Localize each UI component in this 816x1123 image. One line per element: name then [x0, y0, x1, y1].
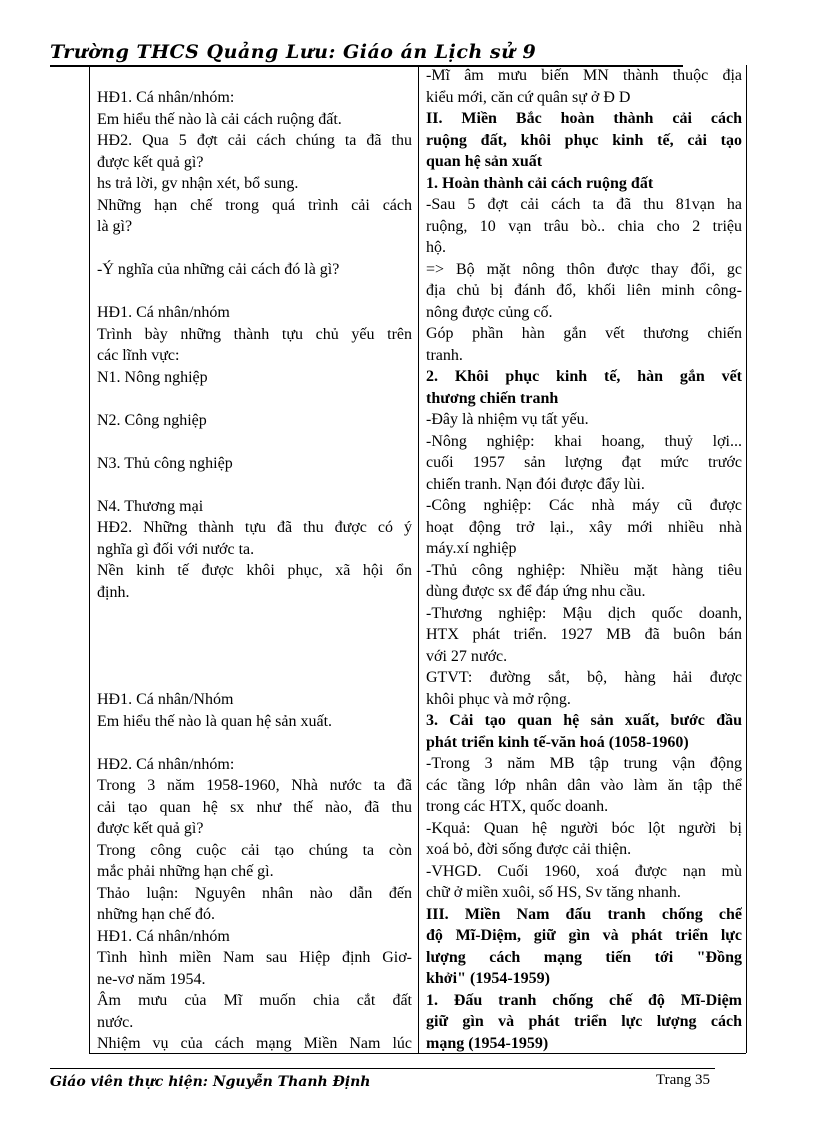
left-line-blank — [97, 238, 412, 260]
right-line: -VHGD. Cuối 1960, xoá được nạn mù — [426, 862, 742, 880]
right-line: chiến tranh. Nạn đói được đẩy lùi. — [426, 475, 645, 493]
section-heading: mạng (1954-1959) — [426, 1034, 549, 1052]
left-line: N1. Nông nghiệp — [97, 368, 208, 386]
left-line-blank — [97, 732, 412, 754]
left-line: Em hiểu thế nào là quan hệ sản xuất. — [97, 712, 333, 730]
left-line: Tình hình miền Nam sau Hiệp định Giơ- — [97, 949, 412, 966]
left-line: N4. Thương mại — [97, 497, 204, 515]
left-line: HĐ2. Cá nhân/nhóm: — [97, 755, 235, 773]
right-line: -Sau 5 đợt cải cách ta đã thu 81vạn ha — [426, 196, 742, 213]
right-line: xoá bỏ, đời sống được cải thiện. — [426, 841, 632, 858]
right-line: -Công nghiệp: Các nhà máy cũ được — [426, 497, 742, 514]
left-line-blank — [97, 474, 412, 496]
left-line: Thảo luận: Nguyên nhân nào dẫn đến — [97, 884, 412, 902]
right-line: => Bộ mặt nông thôn được thay đổi, gc — [426, 260, 742, 278]
left-line: được kết quả gì? — [97, 153, 204, 171]
left-line: N2. Công nghiệp — [97, 411, 207, 429]
section-heading: 1. Đấu tranh chống chế độ Mĩ-Diệm — [426, 991, 742, 1009]
left-line: hs trả lời, gv nhận xét, bổ sung. — [97, 175, 299, 192]
page-footer — [50, 1068, 715, 1069]
right-line: GTVT: đường sắt, bộ, hàng hải được — [426, 669, 742, 686]
right-line: khôi phục và mở rộng. — [426, 690, 571, 708]
left-line: HĐ2. Những thành tựu đã thu được có ý — [97, 519, 412, 536]
header-title: Trường THCS Quảng Lưu: Giáo án Lịch sử 9 — [50, 41, 537, 63]
right-line: -Kquả: Quan hệ người bóc lột người bị — [426, 819, 742, 837]
page-header — [50, 40, 683, 67]
left-line: cải tạo quan hệ sx như thế nào, đã thu — [97, 798, 412, 816]
section-heading: 1. Hoàn thành cải cách ruộng đất — [426, 174, 654, 192]
section-heading: III. Miền Nam đấu tranh chống chế — [426, 905, 742, 923]
section-heading: phát triển kinh tế-văn hoá (1058-1960) — [426, 733, 689, 751]
right-line: -Nông nghiệp: khai hoang, thuỷ lợi... — [426, 432, 742, 450]
right-line: tranh. — [426, 346, 463, 364]
right-line: -Mĩ âm mưu biến MN thành thuộc địa — [426, 67, 742, 84]
section-heading: 2. Khôi phục kinh tế, hàn gắn vết — [426, 368, 742, 385]
left-line: Trong 3 năm 1958-1960, Nhà nước ta đã — [97, 777, 412, 794]
left-line-blank — [97, 603, 412, 625]
left-line: N3. Thủ công nghiệp — [97, 454, 233, 472]
left-line-blank — [97, 281, 412, 303]
left-line: HĐ2. Qua 5 đợt cải cách chúng ta đã thu — [97, 132, 412, 149]
footer-teacher: Giáo viên thực hiện: Nguyễn Thanh Định — [50, 1074, 371, 1090]
section-heading: quan hệ sản xuất — [426, 153, 543, 170]
left-line: các lĩnh vực: — [97, 347, 180, 364]
right-line: -Thủ công nghiệp: Nhiều mặt hàng tiêu — [426, 561, 742, 579]
left-line: HĐ1. Cá nhân/nhóm — [97, 304, 230, 321]
left-line: được kết quả gì? — [97, 820, 204, 837]
right-line: nông được củng cố. — [426, 303, 553, 321]
right-line: hoạt động trở lại., xây mới nhiều nhà — [426, 518, 742, 536]
right-line: hộ. — [426, 239, 446, 256]
activities-column — [97, 87, 412, 1055]
right-line: HTX phát triển. 1927 MB đã buôn bán — [426, 626, 742, 643]
left-line: Trình bày những thành tựu chủ yếu trên — [97, 325, 412, 343]
left-line: -Ý nghĩa của những cải cách đó là gì? — [97, 261, 340, 278]
right-line: -Trong 3 năm MB tập trung vận động — [426, 755, 742, 772]
right-line: -Đây là nhiệm vụ tất yếu. — [426, 411, 589, 428]
left-line: ne-vơ năm 1954. — [97, 970, 206, 988]
left-line-blank — [97, 668, 412, 690]
left-line: HĐ1. Cá nhân/nhóm — [97, 927, 230, 945]
left-line: Âm mưu của Mĩ muốn chia cắt đất — [97, 992, 412, 1009]
left-line: Trong công cuộc cải tạo chúng ta còn — [97, 841, 412, 859]
left-line: HĐ1. Cá nhân/nhóm: — [97, 89, 235, 106]
section-heading: thương chiến tranh — [426, 389, 559, 407]
left-line: Nền kinh tế được khôi phục, xã hội ổn — [97, 562, 412, 579]
section-heading: độ Mĩ-Diệm, giữ gìn và phát triển lực — [426, 927, 742, 944]
left-line: mắc phải những hạn chế gì. — [97, 863, 274, 880]
section-heading: lượng cách mạng tiến tới "Đồng — [426, 948, 742, 966]
section-heading: 3. Cải tạo quan hệ sản xuất, bước đầu — [426, 712, 742, 729]
right-line: các tầng lớp nhân dân vào làm ăn tập thể — [426, 776, 742, 794]
left-line: HĐ1. Cá nhân/Nhóm — [97, 691, 234, 708]
right-line: dùng được sx để đáp ứng nhu cầu. — [426, 583, 646, 600]
left-line: định. — [97, 583, 130, 601]
left-line: nghĩa gì đối với nước ta. — [97, 540, 255, 558]
right-line: chữ ở miền xuôi, số HS, Sv tăng nhanh. — [426, 884, 681, 901]
left-line-blank — [97, 646, 412, 668]
right-line: kiểu mới, căn cứ quân sự ở Đ D — [426, 88, 631, 106]
left-line: Những hạn chế trong quá trình cải cách — [97, 196, 412, 214]
left-line: Em hiểu thế nào là cải cách ruộng đất. — [97, 110, 342, 128]
section-heading: giữ gìn và phát triển lực lượng cách — [426, 1013, 742, 1030]
right-line: máy.xí nghiệp — [426, 540, 517, 557]
content-column — [426, 65, 742, 1054]
right-line: ruộng, 10 vạn trâu bò.. chia cho 2 triệu — [426, 217, 742, 235]
right-line: cuối 1957 sản lượng đạt mức trước — [426, 454, 742, 471]
left-line: nước. — [97, 1013, 134, 1031]
left-line-blank — [97, 431, 412, 453]
section-heading: ruộng đất, khôi phục kinh tế, cải tạo — [426, 131, 742, 149]
left-line-blank — [97, 625, 412, 647]
right-line: với 27 nước. — [426, 647, 508, 665]
page-number: Trang 35 — [656, 1072, 711, 1088]
right-line: trong các HTX, quốc doanh. — [426, 798, 609, 815]
right-line: Góp phần hàn gắn vết thương chiến — [426, 325, 742, 342]
section-heading: khởi" (1954-1959) — [426, 970, 550, 987]
column-divider — [418, 65, 419, 1053]
left-line: những hạn chế đó. — [97, 906, 215, 923]
left-line: Nhiệm vụ của cách mạng Miền Nam lúc — [97, 1035, 412, 1052]
section-heading: II. Miền Bắc hoàn thành cải cách — [426, 110, 742, 127]
left-line: là gì? — [97, 218, 133, 235]
left-line-blank — [97, 388, 412, 410]
right-line: -Thương nghiệp: Mậu dịch quốc doanh, — [426, 604, 742, 622]
right-line: địa chủ bị đánh đổ, khối liên minh công- — [426, 282, 742, 299]
